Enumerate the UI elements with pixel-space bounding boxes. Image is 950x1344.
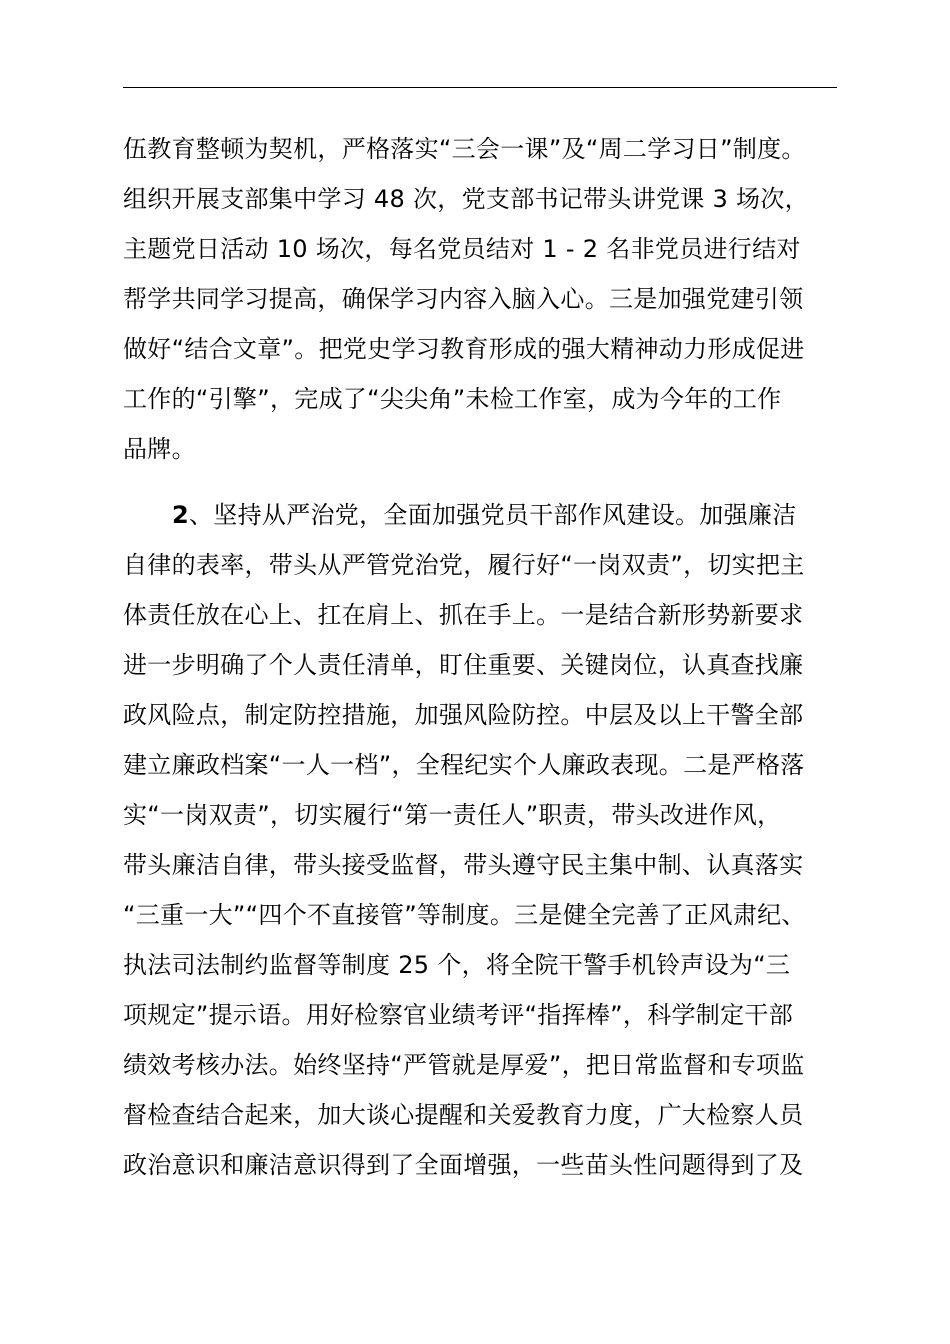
paragraph-1-line-1: 伍教育整顿为契机，严格落实“三会一课”及“周二学习日”制度。 xyxy=(123,135,806,163)
paragraph-2-line-14: 政治意识和廉洁意识得到了全面增强，一些苗头性问题得到了及 xyxy=(123,1151,804,1179)
paragraph-2-line-2: 自律的表率，带头从严管党治党，履行好“一岗双责”，切实把主 xyxy=(123,551,805,579)
paragraph-2-line-8: 带头廉洁自律，带头接受监督，带头遵守民主集中制、认真落实 xyxy=(123,851,804,879)
paragraph-2-line-7: 实“一岗双责”，切实履行“第一责任人”职责，带头改进作风， xyxy=(123,801,782,829)
paragraph-2-line-13: 督检查结合起来，加大谈心提醒和关爱教育力度，广大检察人员 xyxy=(123,1101,804,1129)
paragraph-2-line-12: 绩效考核办法。始终坚持“严管就是厚爱”，把日常监督和专项监 xyxy=(123,1051,805,1079)
paragraph-2-line-5: 政风险点，制定防控措施，加强风险防控。中层及以上干警全部 xyxy=(123,701,804,729)
paragraph-2-first-line-text: 、坚持从严治党，全面加强党员干部作风建设。加强廉洁 xyxy=(189,501,797,529)
paragraph-1-line-7: 品牌。 xyxy=(123,435,196,463)
paragraph-1-line-5: 做好“结合文章”。把党史学习教育形成的强大精神动力形成促进 xyxy=(123,335,805,363)
paragraph-2-line-11: 项规定”提示语。用好检察官业绩考评“指挥棒”，科学制定干部 xyxy=(123,1001,793,1029)
paragraph-2-number: 2 xyxy=(172,501,189,529)
paragraph-2-line-3: 体责任放在心上、扛在肩上、抓在手上。一是结合新形势新要求 xyxy=(123,601,804,629)
paragraph-2-line-9: “三重一大”“四个不直接管”等制度。三是健全完善了正风肃纪、 xyxy=(123,901,806,929)
paragraph-2-line-6: 建立廉政档案“一人一档”，全程纪实个人廉政表现。二是严格落 xyxy=(123,751,805,779)
paragraph-2-line-1 xyxy=(172,495,902,535)
paragraph-2-line-4: 进一步明确了个人责任清单，盯住重要、关键岗位，认真查找廉 xyxy=(123,651,804,679)
paragraph-1-line-6: 工作的“引擎”，完成了“尖尖角”未检工作室，成为今年的工作 xyxy=(123,385,782,413)
header-rule xyxy=(123,87,837,88)
paragraph-1-line-4: 帮学共同学习提高，确保学习内容入脑入心。三是加强党建引领 xyxy=(123,285,804,313)
paragraph-1-line-3: 主题党日活动 10 场次，每名党员结对 1 - 2 名非党员进行结对 xyxy=(123,235,801,263)
paragraph-2-line-10: 执法司法制约监督等制度 25 个，将全院干警手机铃声设为“三 xyxy=(123,951,791,979)
paragraph-1-line-2: 组织开展支部集中学习 48 次，党支部书记带头讲党课 3 场次， xyxy=(123,185,809,213)
